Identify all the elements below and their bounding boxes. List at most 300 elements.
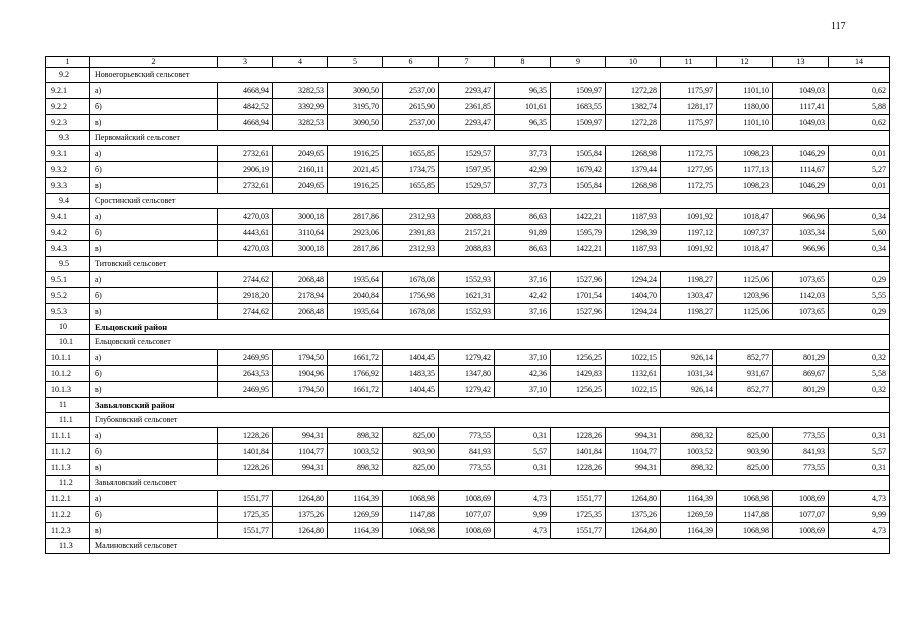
row-variant: а)	[90, 491, 218, 507]
value-cell: 2537,00	[383, 83, 439, 99]
value-cell: 773,55	[439, 460, 495, 476]
row-variant: б)	[90, 288, 218, 304]
value-cell: 0,29	[829, 304, 890, 320]
section-code: 10.1	[46, 335, 90, 350]
value-cell: 1068,98	[383, 523, 439, 539]
value-cell: 1404,45	[383, 350, 439, 366]
section-row	[46, 539, 890, 554]
value-cell: 2744,62	[218, 304, 273, 320]
value-cell: 1429,83	[551, 366, 606, 382]
value-cell: 931,67	[717, 366, 773, 382]
value-cell: 2469,95	[218, 382, 273, 398]
value-cell: 3090,50	[328, 115, 383, 131]
value-cell: 1269,59	[328, 507, 383, 523]
value-cell: 966,96	[773, 241, 829, 257]
value-cell: 1552,93	[439, 272, 495, 288]
value-cell: 1509,97	[551, 83, 606, 99]
value-cell: 0,32	[829, 350, 890, 366]
row-code: 9.5.2	[46, 288, 90, 304]
section-row	[46, 476, 890, 491]
value-cell: 1621,31	[439, 288, 495, 304]
value-cell: 1132,61	[606, 366, 661, 382]
section-row	[46, 413, 890, 428]
value-cell: 2049,65	[273, 146, 328, 162]
value-cell: 1294,24	[606, 272, 661, 288]
value-cell: 37,16	[495, 272, 551, 288]
value-cell: 42,99	[495, 162, 551, 178]
value-cell: 1187,93	[606, 241, 661, 257]
value-cell: 4270,03	[218, 209, 273, 225]
column-number: 4	[273, 57, 328, 68]
row-code: 9.2.3	[46, 115, 90, 131]
value-cell: 1003,52	[661, 444, 717, 460]
section-name: Ельцовский сельсовет	[90, 335, 890, 350]
value-cell: 1264,80	[273, 523, 328, 539]
value-cell: 2744,62	[218, 272, 273, 288]
section-code: 9.5	[46, 257, 90, 272]
section-name: Завьяловский район	[90, 398, 890, 413]
value-cell: 1794,50	[273, 382, 328, 398]
value-cell: 852,77	[717, 382, 773, 398]
value-cell: 0,62	[829, 115, 890, 131]
section-row	[46, 257, 890, 272]
value-cell: 0,31	[829, 460, 890, 476]
table-row	[46, 382, 890, 398]
row-variant: а)	[90, 272, 218, 288]
row-code: 11.2.2	[46, 507, 90, 523]
section-code: 11	[46, 398, 90, 413]
value-cell: 773,55	[773, 428, 829, 444]
value-cell: 2817,86	[328, 209, 383, 225]
value-cell: 869,67	[773, 366, 829, 382]
value-cell: 841,93	[773, 444, 829, 460]
value-cell: 825,00	[383, 428, 439, 444]
value-cell: 2312,93	[383, 241, 439, 257]
value-cell: 1904,96	[273, 366, 328, 382]
value-cell: 1228,26	[551, 460, 606, 476]
section-row	[46, 68, 890, 83]
value-cell: 1098,23	[717, 146, 773, 162]
row-variant: б)	[90, 99, 218, 115]
value-cell: 898,32	[661, 460, 717, 476]
value-cell: 1117,41	[773, 99, 829, 115]
column-number: 8	[495, 57, 551, 68]
table-row	[46, 225, 890, 241]
column-number: 11	[661, 57, 717, 68]
value-cell: 1198,27	[661, 272, 717, 288]
value-cell: 1097,37	[717, 225, 773, 241]
column-number: 1	[46, 57, 90, 68]
section-code: 11.1	[46, 413, 90, 428]
value-cell: 1228,26	[551, 428, 606, 444]
value-cell: 1552,93	[439, 304, 495, 320]
value-cell: 2817,86	[328, 241, 383, 257]
value-cell: 4,73	[495, 491, 551, 507]
value-cell: 825,00	[383, 460, 439, 476]
section-name: Ельцовский район	[90, 320, 890, 335]
section-row	[46, 335, 890, 350]
value-cell: 898,32	[328, 460, 383, 476]
row-variant: б)	[90, 507, 218, 523]
value-cell: 903,90	[383, 444, 439, 460]
value-cell: 4,73	[829, 523, 890, 539]
section-row	[46, 194, 890, 209]
row-variant: а)	[90, 428, 218, 444]
value-cell: 37,10	[495, 350, 551, 366]
table-row	[46, 350, 890, 366]
column-number: 2	[90, 57, 218, 68]
value-cell: 5,58	[829, 366, 890, 382]
table-row	[46, 162, 890, 178]
value-cell: 1018,47	[717, 209, 773, 225]
value-cell: 0,29	[829, 272, 890, 288]
value-cell: 1294,24	[606, 304, 661, 320]
table-row	[46, 209, 890, 225]
value-cell: 1272,28	[606, 83, 661, 99]
value-cell: 1077,07	[439, 507, 495, 523]
value-cell: 898,32	[661, 428, 717, 444]
table-row	[46, 304, 890, 320]
header-row	[46, 57, 890, 68]
value-cell: 1068,98	[383, 491, 439, 507]
value-cell: 1172,75	[661, 178, 717, 194]
row-variant: а)	[90, 209, 218, 225]
value-cell: 994,31	[273, 428, 328, 444]
value-cell: 5,60	[829, 225, 890, 241]
value-cell: 1655,85	[383, 146, 439, 162]
row-code: 11.1.3	[46, 460, 90, 476]
section-name: Первомайский сельсовет	[90, 131, 890, 146]
value-cell: 903,90	[717, 444, 773, 460]
value-cell: 1483,35	[383, 366, 439, 382]
value-cell: 1008,69	[439, 523, 495, 539]
section-code: 11.3	[46, 539, 90, 554]
value-cell: 2040,84	[328, 288, 383, 304]
value-cell: 3392,99	[273, 99, 328, 115]
row-code: 11.1.1	[46, 428, 90, 444]
value-cell: 1142,03	[773, 288, 829, 304]
value-cell: 3195,70	[328, 99, 383, 115]
section-name: Глубоковский сельсовет	[90, 413, 890, 428]
value-cell: 2088,83	[439, 241, 495, 257]
value-cell: 1164,39	[328, 523, 383, 539]
value-cell: 2469,95	[218, 350, 273, 366]
value-cell: 0,31	[495, 460, 551, 476]
value-cell: 1268,98	[606, 146, 661, 162]
value-cell: 1256,25	[551, 382, 606, 398]
row-variant: а)	[90, 146, 218, 162]
value-cell: 773,55	[773, 460, 829, 476]
value-cell: 852,77	[717, 350, 773, 366]
row-code: 9.2.2	[46, 99, 90, 115]
value-cell: 1701,54	[551, 288, 606, 304]
value-cell: 2643,53	[218, 366, 273, 382]
value-cell: 86,63	[495, 241, 551, 257]
table-row	[46, 288, 890, 304]
column-number: 9	[551, 57, 606, 68]
value-cell: 3110,64	[273, 225, 328, 241]
value-cell: 1509,97	[551, 115, 606, 131]
value-cell: 2312,93	[383, 209, 439, 225]
value-cell: 37,73	[495, 146, 551, 162]
section-code: 10	[46, 320, 90, 335]
table-body	[46, 57, 890, 554]
value-cell: 841,93	[439, 444, 495, 460]
value-cell: 825,00	[717, 460, 773, 476]
row-variant: б)	[90, 444, 218, 460]
section-name: Сростинский сельсовет	[90, 194, 890, 209]
row-variant: в)	[90, 460, 218, 476]
value-cell: 2906,19	[218, 162, 273, 178]
value-cell: 101,61	[495, 99, 551, 115]
value-cell: 773,55	[439, 428, 495, 444]
table-row	[46, 366, 890, 382]
table-row	[46, 507, 890, 523]
table-row	[46, 523, 890, 539]
value-cell: 1529,57	[439, 178, 495, 194]
value-cell: 1529,57	[439, 146, 495, 162]
value-cell: 1756,98	[383, 288, 439, 304]
value-cell: 4270,03	[218, 241, 273, 257]
value-cell: 1187,93	[606, 209, 661, 225]
value-cell: 4668,94	[218, 115, 273, 131]
value-cell: 4,73	[829, 491, 890, 507]
value-cell: 1734,75	[383, 162, 439, 178]
value-cell: 1505,84	[551, 178, 606, 194]
value-cell: 1422,21	[551, 241, 606, 257]
row-code: 9.4.3	[46, 241, 90, 257]
value-cell: 0,31	[495, 428, 551, 444]
row-code: 9.4.2	[46, 225, 90, 241]
value-cell: 1125,06	[717, 272, 773, 288]
value-cell: 1175,97	[661, 83, 717, 99]
value-cell: 1147,88	[383, 507, 439, 523]
value-cell: 1228,26	[218, 428, 273, 444]
value-cell: 1046,29	[773, 146, 829, 162]
value-cell: 1505,84	[551, 146, 606, 162]
value-cell: 1277,95	[661, 162, 717, 178]
value-cell: 5,57	[829, 444, 890, 460]
value-cell: 1264,80	[606, 523, 661, 539]
value-cell: 1279,42	[439, 382, 495, 398]
value-cell: 1551,77	[551, 491, 606, 507]
value-cell: 42,42	[495, 288, 551, 304]
table-row	[46, 83, 890, 99]
value-cell: 994,31	[606, 460, 661, 476]
value-cell: 96,35	[495, 83, 551, 99]
value-cell: 3090,50	[328, 83, 383, 99]
value-cell: 3282,53	[273, 83, 328, 99]
value-cell: 3000,18	[273, 241, 328, 257]
value-cell: 1114,67	[773, 162, 829, 178]
table-row	[46, 491, 890, 507]
value-cell: 1008,69	[773, 523, 829, 539]
value-cell: 1595,79	[551, 225, 606, 241]
value-cell: 1551,77	[218, 491, 273, 507]
value-cell: 1527,96	[551, 272, 606, 288]
value-cell: 1101,10	[717, 83, 773, 99]
table-row	[46, 99, 890, 115]
table-row	[46, 115, 890, 131]
value-cell: 1049,03	[773, 115, 829, 131]
value-cell: 2732,61	[218, 146, 273, 162]
value-cell: 1303,47	[661, 288, 717, 304]
value-cell: 2157,21	[439, 225, 495, 241]
value-cell: 1147,88	[717, 507, 773, 523]
row-variant: а)	[90, 350, 218, 366]
value-cell: 0,34	[829, 209, 890, 225]
value-cell: 1382,74	[606, 99, 661, 115]
value-cell: 5,27	[829, 162, 890, 178]
value-cell: 2615,90	[383, 99, 439, 115]
page-number: 117	[831, 21, 846, 32]
row-code: 9.3.3	[46, 178, 90, 194]
table-row	[46, 241, 890, 257]
column-number: 5	[328, 57, 383, 68]
value-cell: 2088,83	[439, 209, 495, 225]
value-cell: 2178,94	[273, 288, 328, 304]
value-cell: 1046,29	[773, 178, 829, 194]
value-cell: 1401,84	[551, 444, 606, 460]
table-row	[46, 178, 890, 194]
table-row	[46, 428, 890, 444]
value-cell: 1916,25	[328, 178, 383, 194]
value-cell: 1375,26	[606, 507, 661, 523]
value-cell: 1268,98	[606, 178, 661, 194]
value-cell: 1269,59	[661, 507, 717, 523]
value-cell: 1683,55	[551, 99, 606, 115]
value-cell: 825,00	[717, 428, 773, 444]
value-cell: 994,31	[273, 460, 328, 476]
section-row	[46, 398, 890, 413]
value-cell: 1091,92	[661, 241, 717, 257]
row-code: 11.1.2	[46, 444, 90, 460]
value-cell: 1272,28	[606, 115, 661, 131]
column-number: 7	[439, 57, 495, 68]
value-cell: 1281,17	[661, 99, 717, 115]
value-cell: 86,63	[495, 209, 551, 225]
value-cell: 1035,34	[773, 225, 829, 241]
row-variant: в)	[90, 382, 218, 398]
value-cell: 4668,94	[218, 83, 273, 99]
row-code: 9.2.1	[46, 83, 90, 99]
column-number: 10	[606, 57, 661, 68]
value-cell: 1725,35	[551, 507, 606, 523]
value-cell: 801,29	[773, 382, 829, 398]
row-code: 10.1.2	[46, 366, 90, 382]
value-cell: 1404,70	[606, 288, 661, 304]
value-cell: 1916,25	[328, 146, 383, 162]
row-code: 10.1.1	[46, 350, 90, 366]
section-name: Титовский сельсовет	[90, 257, 890, 272]
value-cell: 1766,92	[328, 366, 383, 382]
value-cell: 1180,00	[717, 99, 773, 115]
value-cell: 1022,15	[606, 382, 661, 398]
row-code: 9.3.1	[46, 146, 90, 162]
value-cell: 1022,15	[606, 350, 661, 366]
value-cell: 4842,52	[218, 99, 273, 115]
value-cell: 1049,03	[773, 83, 829, 99]
row-variant: а)	[90, 83, 218, 99]
value-cell: 1661,72	[328, 350, 383, 366]
table-row	[46, 146, 890, 162]
column-number: 6	[383, 57, 439, 68]
value-cell: 0,01	[829, 146, 890, 162]
value-cell: 1551,77	[218, 523, 273, 539]
value-cell: 1679,42	[551, 162, 606, 178]
value-cell: 5,57	[495, 444, 551, 460]
value-cell: 1018,47	[717, 241, 773, 257]
table-row	[46, 460, 890, 476]
value-cell: 966,96	[773, 209, 829, 225]
section-name: Завьяловский сельсовет	[90, 476, 890, 491]
row-code: 9.5.3	[46, 304, 90, 320]
value-cell: 1101,10	[717, 115, 773, 131]
value-cell: 2049,65	[273, 178, 328, 194]
value-cell: 1068,98	[717, 491, 773, 507]
value-cell: 2293,47	[439, 115, 495, 131]
value-cell: 0,34	[829, 241, 890, 257]
value-cell: 1177,13	[717, 162, 773, 178]
value-cell: 1379,44	[606, 162, 661, 178]
section-row	[46, 131, 890, 146]
value-cell: 2293,47	[439, 83, 495, 99]
row-code: 11.2.3	[46, 523, 90, 539]
value-cell: 1164,39	[661, 491, 717, 507]
value-cell: 1678,08	[383, 304, 439, 320]
value-cell: 1008,69	[773, 491, 829, 507]
value-cell: 801,29	[773, 350, 829, 366]
section-code: 9.4	[46, 194, 90, 209]
value-cell: 2923,06	[328, 225, 383, 241]
value-cell: 0,62	[829, 83, 890, 99]
value-cell: 0,31	[829, 428, 890, 444]
section-name: Малиновский сельсовет	[90, 539, 890, 554]
section-name: Новоегорьевский сельсовет	[90, 68, 890, 83]
value-cell: 0,01	[829, 178, 890, 194]
value-cell: 1125,06	[717, 304, 773, 320]
table-row	[46, 444, 890, 460]
value-cell: 96,35	[495, 115, 551, 131]
value-cell: 1794,50	[273, 350, 328, 366]
value-cell: 1164,39	[661, 523, 717, 539]
column-number: 13	[773, 57, 829, 68]
tariff-table	[45, 56, 890, 554]
column-number: 3	[218, 57, 273, 68]
value-cell: 1527,96	[551, 304, 606, 320]
value-cell: 1375,26	[273, 507, 328, 523]
value-cell: 1298,39	[606, 225, 661, 241]
value-cell: 5,55	[829, 288, 890, 304]
row-code: 9.4.1	[46, 209, 90, 225]
value-cell: 2068,48	[273, 304, 328, 320]
row-variant: б)	[90, 225, 218, 241]
section-row	[46, 320, 890, 335]
value-cell: 1197,12	[661, 225, 717, 241]
value-cell: 37,73	[495, 178, 551, 194]
value-cell: 1404,45	[383, 382, 439, 398]
value-cell: 2732,61	[218, 178, 273, 194]
value-cell: 1655,85	[383, 178, 439, 194]
value-cell: 0,32	[829, 382, 890, 398]
row-code: 9.5.1	[46, 272, 90, 288]
value-cell: 37,10	[495, 382, 551, 398]
value-cell: 926,14	[661, 350, 717, 366]
value-cell: 1228,26	[218, 460, 273, 476]
section-code: 9.2	[46, 68, 90, 83]
section-code: 11.2	[46, 476, 90, 491]
value-cell: 2918,20	[218, 288, 273, 304]
